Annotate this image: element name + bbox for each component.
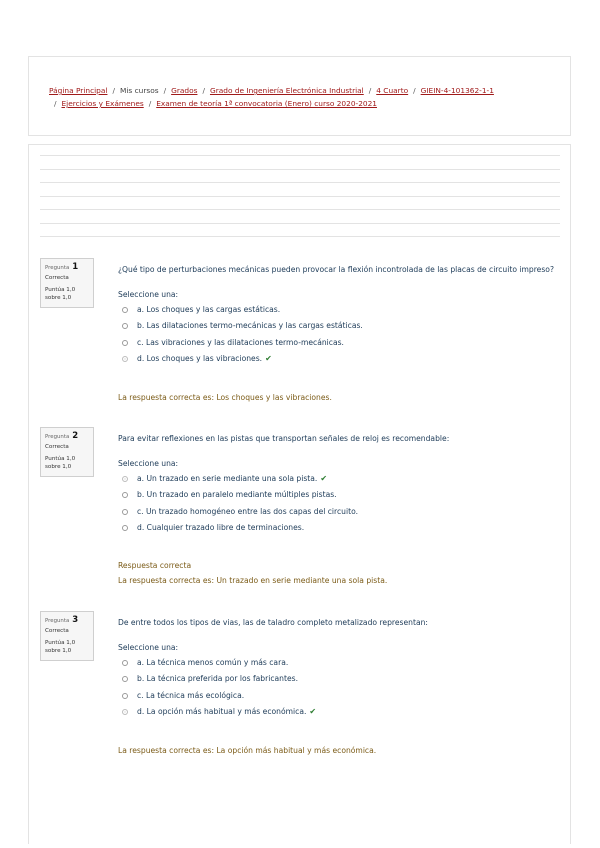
breadcrumb-section-link[interactable]: Ejercicios y Exámenes (61, 99, 144, 108)
option-label: b. La técnica preferida por los fabricantes. (137, 674, 299, 683)
option-label: d. Cualquier trazado libre de terminaciones. (137, 523, 305, 532)
option-label: b. Un trazado en paralelo mediante múltiples pistas. (137, 490, 337, 499)
question-score: Puntúa 1,0 (45, 640, 76, 646)
question-label: Pregunta (45, 265, 70, 271)
breadcrumb-course-link[interactable]: GIEIN-4-101362-1-1 (420, 86, 494, 95)
answer-option-d[interactable] (122, 707, 316, 716)
radio-button[interactable] (122, 676, 128, 682)
divider (40, 209, 560, 210)
breadcrumb-separator: / (368, 86, 372, 95)
divider (40, 196, 560, 197)
radio-button[interactable] (122, 509, 128, 515)
correct-answer-feedback: La respuesta correcta es: La opción más habitual y más económica. (118, 746, 377, 755)
breadcrumb-separator: / (148, 99, 152, 108)
radio-button-selected[interactable] (122, 356, 128, 362)
check-icon: ✔ (309, 707, 317, 716)
breadcrumb-separator: / (163, 86, 167, 95)
option-label: b. Las dilataciones termo-mecánicas y las cargas estáticas. (137, 321, 363, 330)
question-max-score: sobre 1,0 (45, 294, 72, 301)
correct-answer-feedback: La respuesta correcta es: Los choques y las vibraciones. (118, 393, 332, 402)
answer-option-b[interactable] (122, 490, 337, 499)
question-text: Para evitar reflexiones en las pistas que transportan señales de reloj es recomendable: (118, 434, 450, 443)
breadcrumb-card (28, 56, 571, 136)
answer-option-d[interactable] (122, 354, 272, 363)
radio-button[interactable] (122, 693, 128, 699)
breadcrumb-grados-link[interactable]: Grados (171, 86, 198, 95)
option-label: d. Los choques y las vibraciones. (137, 354, 263, 363)
answer-option-c[interactable] (122, 507, 358, 516)
divider (40, 169, 560, 170)
answer-option-b[interactable] (122, 321, 363, 330)
question-info-box (40, 258, 94, 308)
question-score: Puntúa 1,0 (45, 456, 76, 462)
breadcrumb-year-link[interactable]: 4 Cuarto (376, 86, 409, 95)
question-state: Correcta (45, 628, 69, 634)
answer-prompt: Seleccione una: (118, 290, 179, 299)
radio-button[interactable] (122, 340, 128, 346)
divider (40, 155, 560, 156)
question-max-score: sobre 1,0 (45, 463, 72, 470)
option-label: a. La técnica menos común y más cara. (137, 658, 289, 667)
divider (40, 236, 560, 237)
answer-option-c[interactable] (122, 338, 344, 347)
check-icon: ✔ (320, 474, 328, 483)
radio-button-selected[interactable] (122, 476, 128, 482)
breadcrumb-home-link[interactable]: Página Principal (49, 86, 108, 95)
option-label: c. Las vibraciones y las dilataciones termo-mecánicas. (137, 338, 344, 347)
answer-prompt: Seleccione una: (118, 643, 179, 652)
answer-prompt: Seleccione una: (118, 459, 179, 468)
breadcrumb-degree-link[interactable]: Grado de Ingeniería Electrónica Industrial (209, 86, 364, 95)
answer-option-a[interactable] (122, 658, 288, 667)
question-info-box (40, 611, 94, 661)
divider (40, 223, 560, 224)
option-label: d. La opción más habitual y más económica. (137, 707, 307, 716)
answer-option-b[interactable] (122, 674, 298, 683)
question-number: 1 (72, 262, 79, 272)
question-label: Pregunta (45, 434, 70, 440)
summary-table-lines (40, 155, 560, 250)
radio-button[interactable] (122, 323, 128, 329)
radio-button[interactable] (122, 660, 128, 666)
check-icon: ✔ (265, 354, 272, 363)
question-score: Puntúa 1,0 (45, 287, 76, 293)
breadcrumb-separator: / (54, 99, 57, 108)
answer-option-a[interactable] (122, 474, 327, 483)
option-label: a. Los choques y las cargas estáticas. (137, 305, 281, 314)
question-text: ¿Qué tipo de perturbaciones mecánicas pueden provocar la flexión incontrolada de las placas de circuito impreso? (118, 265, 554, 274)
breadcrumb-separator: / (112, 86, 115, 95)
question-label: Pregunta (45, 618, 70, 624)
question-info-box (40, 427, 94, 477)
question-state: Correcta (45, 275, 69, 281)
divider (40, 182, 560, 183)
breadcrumb-exam-link[interactable]: Examen de teoría 1ª convocatoria (Enero) curso 2020-2021 (156, 99, 377, 108)
question-state: Correcta (45, 444, 69, 450)
breadcrumb (49, 84, 549, 110)
question-number: 2 (72, 431, 79, 441)
breadcrumb-my-courses: Mis cursos (119, 86, 159, 95)
answer-option-c[interactable] (122, 691, 244, 700)
answer-option-a[interactable] (122, 305, 280, 314)
radio-button[interactable] (122, 525, 128, 531)
breadcrumb-separator: / (202, 86, 205, 95)
question-number: 3 (72, 615, 79, 625)
option-label: c. La técnica más ecológica. (137, 691, 245, 700)
general-feedback: Respuesta correcta (118, 561, 192, 570)
question-max-score: sobre 1,0 (45, 647, 72, 654)
radio-button[interactable] (122, 307, 128, 313)
radio-button-selected[interactable] (122, 709, 128, 715)
correct-answer-feedback: La respuesta correcta es: Un trazado en serie mediante una sola pista. (118, 576, 388, 585)
quiz-review-card (28, 144, 571, 844)
breadcrumb-separator: / (413, 86, 416, 95)
option-label: c. Un trazado homogéneo entre las dos capas del circuito. (137, 507, 359, 516)
option-label: a. Un trazado en serie mediante una sola pista. (137, 474, 318, 483)
question-text: De entre todos los tipos de vias, las de taladro completo metalizado representan: (118, 618, 428, 627)
answer-option-d[interactable] (122, 523, 304, 532)
radio-button[interactable] (122, 492, 128, 498)
